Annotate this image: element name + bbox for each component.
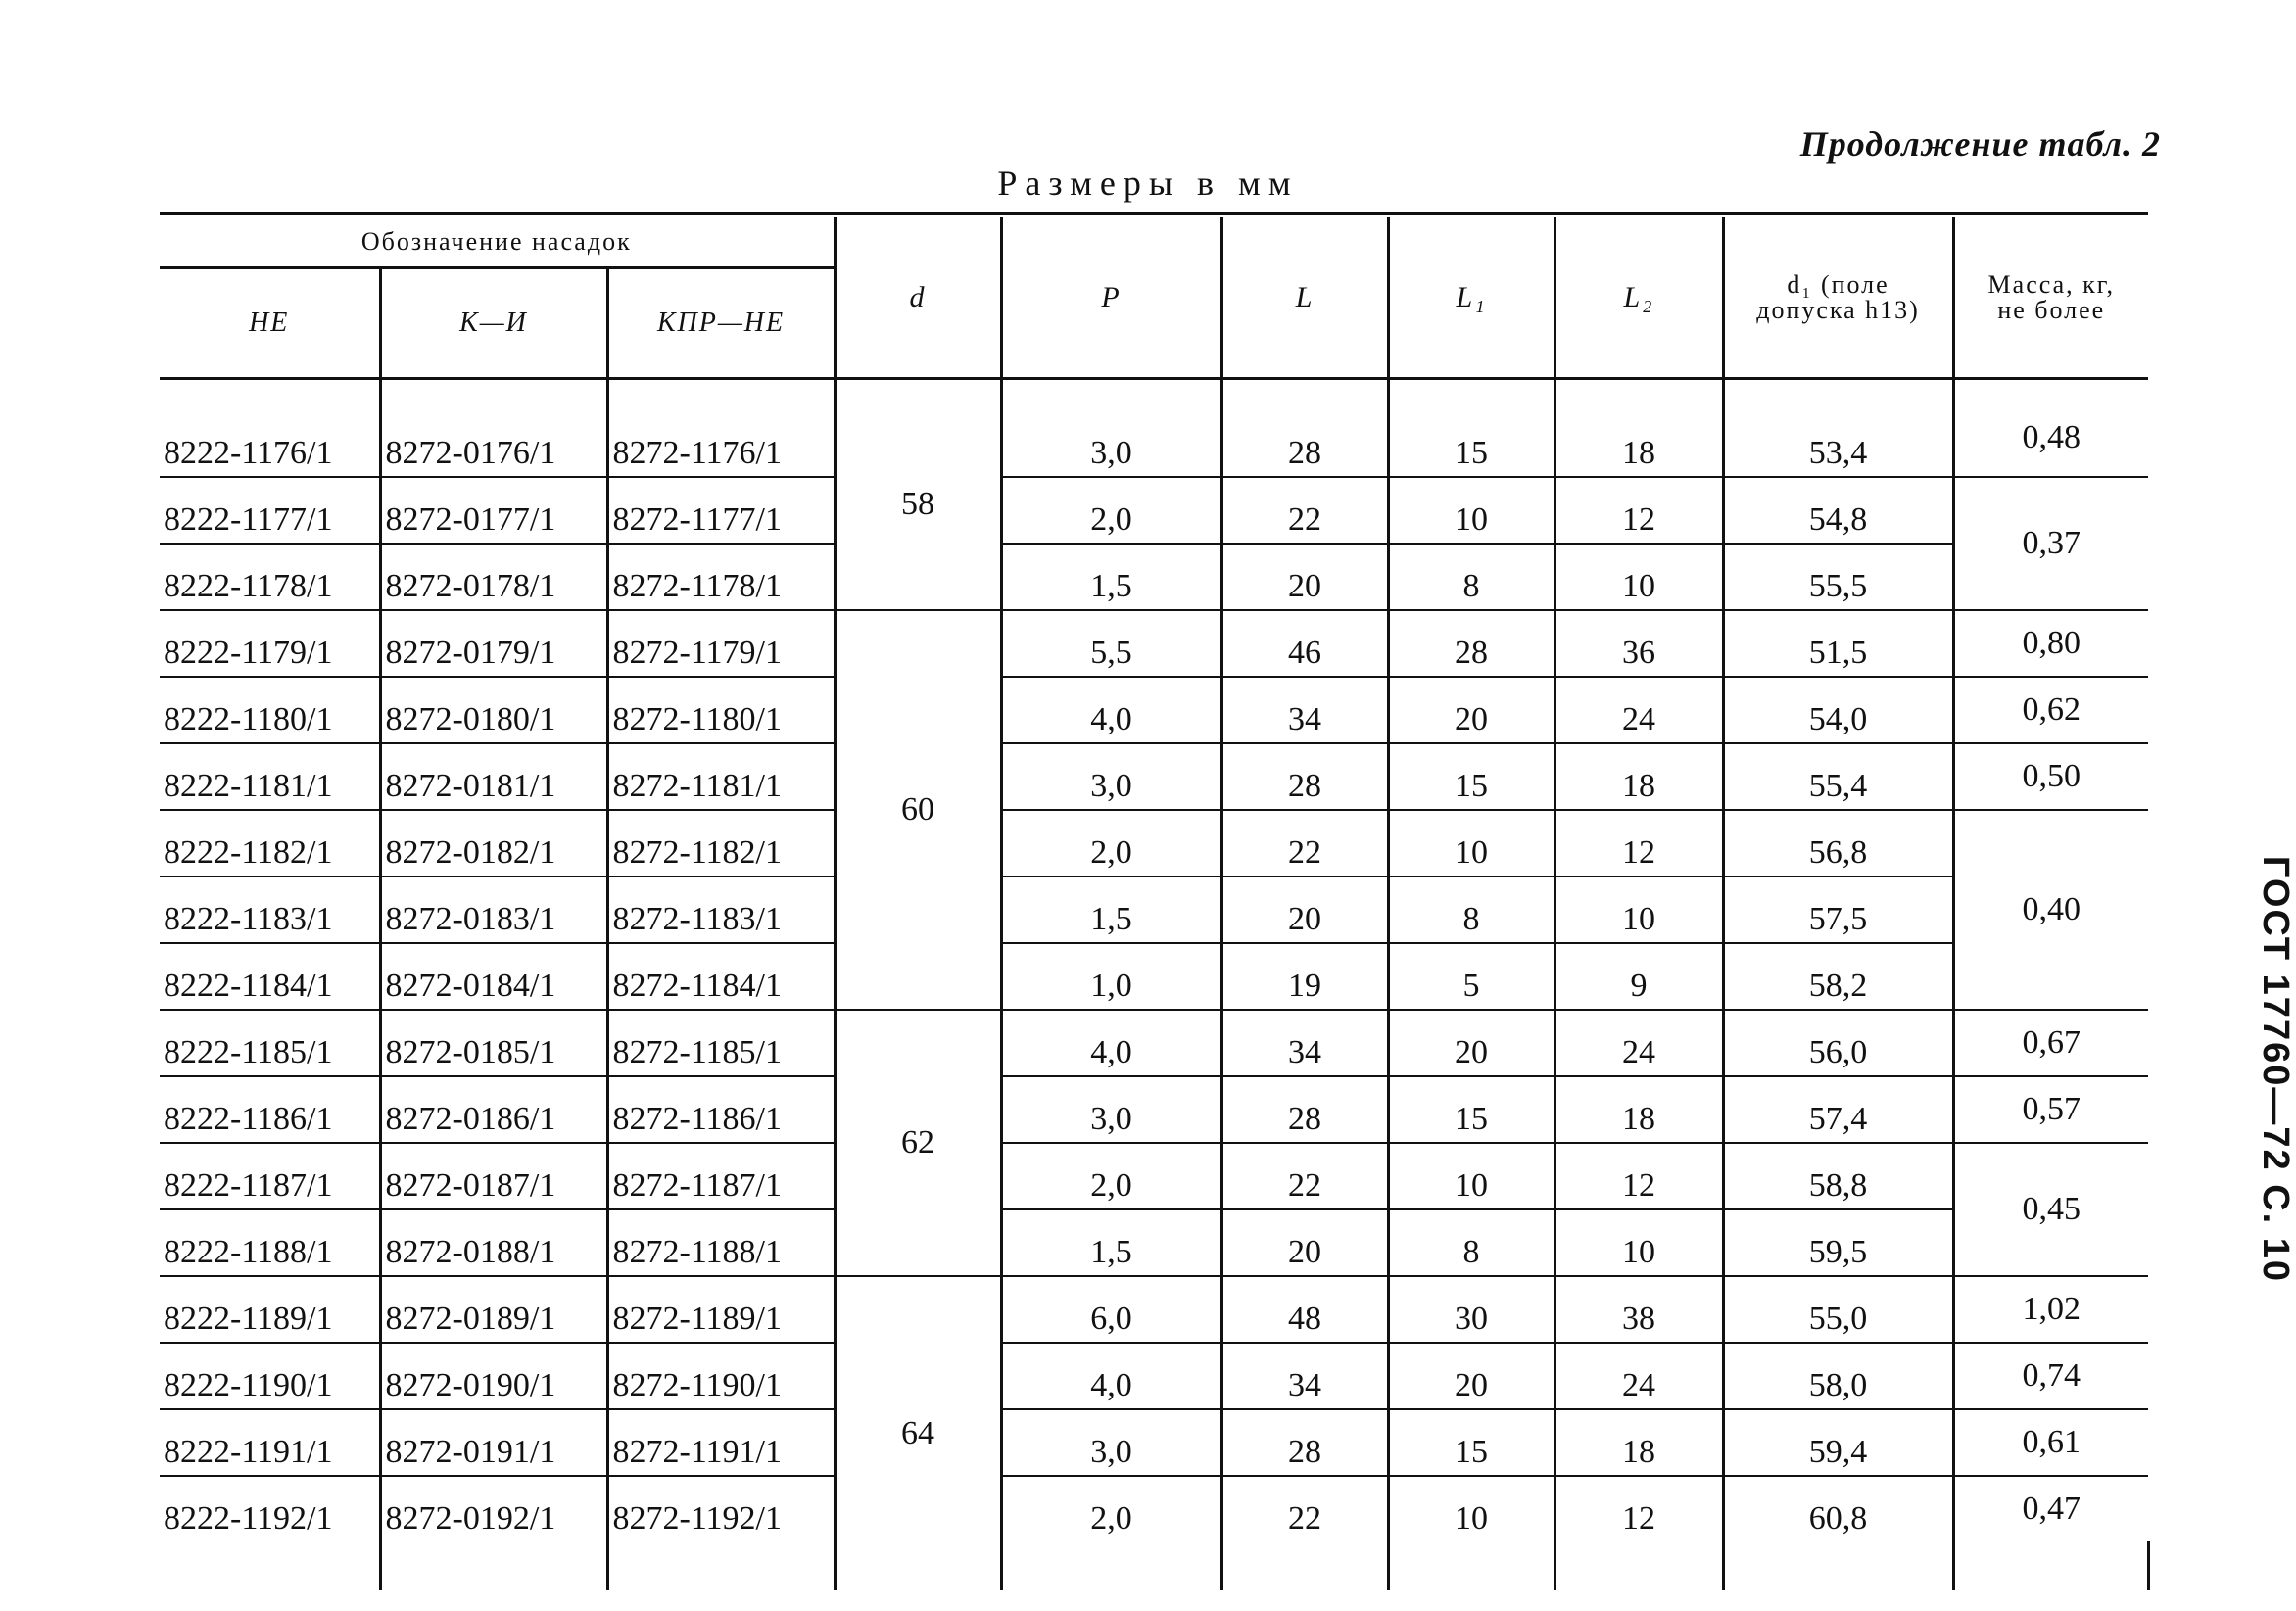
designation-ki: 8272-0185/1: [380, 1010, 607, 1076]
header-d1: d₁ (поле допуска h13): [1723, 217, 1953, 379]
page-reference: ГОСТ 17760—72 С. 10: [2255, 855, 2296, 1283]
l2-value: 24: [1555, 1010, 1723, 1076]
l-value: 20: [1221, 877, 1388, 943]
l2-value: 9: [1555, 943, 1723, 1010]
d-value: 60: [835, 610, 1001, 1010]
l1-value: 10: [1388, 810, 1555, 877]
designation-ki: 8272-0182/1: [380, 810, 607, 877]
table-row: [160, 1409, 2148, 1476]
designation-kprne: 8272-1185/1: [607, 1010, 835, 1076]
l2-value: 24: [1555, 677, 1723, 743]
designation-ki: 8272-0187/1: [380, 1143, 607, 1209]
designation-ne: 8222-1176/1: [160, 379, 380, 478]
l1-value: 10: [1388, 1143, 1555, 1209]
p-value: 2,0: [1001, 1143, 1221, 1209]
table-row: [160, 477, 2148, 544]
designation-ki: 8272-0191/1: [380, 1409, 607, 1476]
designation-kprne: 8272-1181/1: [607, 743, 835, 810]
d1-value: 57,4: [1723, 1076, 1953, 1143]
l-value: 46: [1221, 610, 1388, 677]
table-row: [160, 810, 2148, 877]
designation-ne: 8222-1180/1: [160, 677, 380, 743]
designation-ki: 8272-0190/1: [380, 1343, 607, 1409]
l1-value: 30: [1388, 1276, 1555, 1343]
l1-value: 10: [1388, 477, 1555, 544]
designation-ki: 8272-0181/1: [380, 743, 607, 810]
designation-ne: 8222-1177/1: [160, 477, 380, 544]
designation-ne: 8222-1186/1: [160, 1076, 380, 1143]
table-top-rule: [160, 212, 2148, 215]
designation-kprne: 8272-1184/1: [607, 943, 835, 1010]
p-value: 1,0: [1001, 943, 1221, 1010]
mass-value: 0,45: [1953, 1143, 2148, 1276]
l2-value: 10: [1555, 544, 1723, 610]
p-value: 3,0: [1001, 379, 1221, 478]
designation-ki: 8272-0177/1: [380, 477, 607, 544]
mass-value: 1,02: [1953, 1276, 2148, 1343]
l-value: 28: [1221, 379, 1388, 478]
l-value: 22: [1221, 1476, 1388, 1541]
header-l2: L₂: [1555, 217, 1723, 379]
p-value: 3,0: [1001, 743, 1221, 810]
d1-value: 58,2: [1723, 943, 1953, 1010]
l-value: 19: [1221, 943, 1388, 1010]
table-row: [160, 1010, 2148, 1076]
l1-value: 28: [1388, 610, 1555, 677]
designation-ne: 8222-1189/1: [160, 1276, 380, 1343]
l2-value: 12: [1555, 1476, 1723, 1541]
table-row: [160, 544, 2148, 610]
p-value: 3,0: [1001, 1409, 1221, 1476]
d1-value: 54,0: [1723, 677, 1953, 743]
l2-value: 18: [1555, 1409, 1723, 1476]
l1-value: 15: [1388, 379, 1555, 478]
l1-value: 15: [1388, 743, 1555, 810]
table-row: [160, 379, 2148, 478]
d1-value: 58,0: [1723, 1343, 1953, 1409]
table-row: [160, 1476, 2148, 1541]
table-row: [160, 677, 2148, 743]
designation-ne: 8222-1191/1: [160, 1409, 380, 1476]
p-value: 3,0: [1001, 1076, 1221, 1143]
d1-value: 57,5: [1723, 877, 1953, 943]
p-value: 1,5: [1001, 877, 1221, 943]
dimensions-table: [160, 217, 2148, 1590]
designation-kprne: 8272-1176/1: [607, 379, 835, 478]
mass-value: 0,67: [1953, 1010, 2148, 1076]
l2-value: 36: [1555, 610, 1723, 677]
l-value: 28: [1221, 1409, 1388, 1476]
d1-value: 59,4: [1723, 1409, 1953, 1476]
table-row: [160, 1343, 2148, 1409]
l-value: 28: [1221, 743, 1388, 810]
mass-value: 0,62: [1953, 677, 2148, 743]
l1-value: 15: [1388, 1409, 1555, 1476]
p-value: 2,0: [1001, 477, 1221, 544]
header-mass: Масса, кг, не более: [1953, 217, 2148, 379]
table-row: [160, 610, 2148, 677]
l1-value: 8: [1388, 544, 1555, 610]
l2-value: 24: [1555, 1343, 1723, 1409]
table-row: [160, 1076, 2148, 1143]
designation-ne: 8222-1181/1: [160, 743, 380, 810]
d1-value: 59,5: [1723, 1209, 1953, 1276]
p-value: 6,0: [1001, 1276, 1221, 1343]
l2-value: 12: [1555, 810, 1723, 877]
continuation-label: Продолжение табл. 2: [1799, 124, 2161, 164]
designation-ne: 8222-1182/1: [160, 810, 380, 877]
l-value: 34: [1221, 1343, 1388, 1409]
p-value: 4,0: [1001, 1343, 1221, 1409]
designation-ki: 8272-0188/1: [380, 1209, 607, 1276]
l-value: 20: [1221, 1209, 1388, 1276]
header-d: d: [835, 217, 1001, 379]
l1-value: 20: [1388, 677, 1555, 743]
mass-value: 0,57: [1953, 1076, 2148, 1143]
d1-value: 55,5: [1723, 544, 1953, 610]
l2-value: 18: [1555, 379, 1723, 478]
header-ne: НЕ: [160, 268, 380, 379]
designation-ne: 8222-1178/1: [160, 544, 380, 610]
designation-ne: 8222-1190/1: [160, 1343, 380, 1409]
d1-value: 58,8: [1723, 1143, 1953, 1209]
designation-ki: 8272-0176/1: [380, 379, 607, 478]
table-row: [160, 1276, 2148, 1343]
designation-kprne: 8272-1177/1: [607, 477, 835, 544]
d1-value: 56,0: [1723, 1010, 1953, 1076]
designation-kprne: 8272-1186/1: [607, 1076, 835, 1143]
designation-ne: 8222-1187/1: [160, 1143, 380, 1209]
l1-value: 10: [1388, 1476, 1555, 1541]
l2-value: 10: [1555, 1209, 1723, 1276]
p-value: 1,5: [1001, 1209, 1221, 1276]
p-value: 4,0: [1001, 677, 1221, 743]
header-group-designation: Обозначение насадок: [160, 217, 835, 268]
table-row: [160, 1209, 2148, 1276]
designation-ne: 8222-1185/1: [160, 1010, 380, 1076]
designation-kprne: 8272-1180/1: [607, 677, 835, 743]
l-value: 22: [1221, 477, 1388, 544]
table-row: [160, 943, 2148, 1010]
l2-value: 12: [1555, 1143, 1723, 1209]
d1-value: 60,8: [1723, 1476, 1953, 1541]
d-value: 62: [835, 1010, 1001, 1276]
l2-value: 38: [1555, 1276, 1723, 1343]
l1-value: 20: [1388, 1343, 1555, 1409]
l1-value: 8: [1388, 1209, 1555, 1276]
p-value: 2,0: [1001, 1476, 1221, 1541]
designation-ki: 8272-0179/1: [380, 610, 607, 677]
designation-ne: 8222-1179/1: [160, 610, 380, 677]
table-row: [160, 1143, 2148, 1209]
designation-ne: 8222-1183/1: [160, 877, 380, 943]
designation-ne: 8222-1184/1: [160, 943, 380, 1010]
designation-kprne: 8272-1187/1: [607, 1143, 835, 1209]
mass-value: 0,50: [1953, 743, 2148, 810]
designation-ki: 8272-0180/1: [380, 677, 607, 743]
designation-kprne: 8272-1192/1: [607, 1476, 835, 1541]
designation-kprne: 8272-1183/1: [607, 877, 835, 943]
designation-kprne: 8272-1178/1: [607, 544, 835, 610]
header-l: L: [1221, 217, 1388, 379]
l-value: 22: [1221, 810, 1388, 877]
designation-ki: 8272-0186/1: [380, 1076, 607, 1143]
mass-value: 0,74: [1953, 1343, 2148, 1409]
header-ki: К—И: [380, 268, 607, 379]
table-tail: [160, 1541, 2148, 1590]
l1-value: 20: [1388, 1010, 1555, 1076]
mass-value: 0,48: [1953, 379, 2148, 478]
p-value: 1,5: [1001, 544, 1221, 610]
d1-value: 55,0: [1723, 1276, 1953, 1343]
mass-value: 0,61: [1953, 1409, 2148, 1476]
d1-value: 56,8: [1723, 810, 1953, 877]
designation-kprne: 8272-1189/1: [607, 1276, 835, 1343]
l2-value: 18: [1555, 743, 1723, 810]
designation-kprne: 8272-1188/1: [607, 1209, 835, 1276]
mass-value: 0,40: [1953, 810, 2148, 1010]
l1-value: 5: [1388, 943, 1555, 1010]
d1-value: 51,5: [1723, 610, 1953, 677]
l-value: 22: [1221, 1143, 1388, 1209]
d1-value: 55,4: [1723, 743, 1953, 810]
designation-ki: 8272-0178/1: [380, 544, 607, 610]
d-value: 58: [835, 379, 1001, 611]
l-value: 28: [1221, 1076, 1388, 1143]
designation-ki: 8272-0189/1: [380, 1276, 607, 1343]
designation-ki: 8272-0184/1: [380, 943, 607, 1010]
l2-value: 10: [1555, 877, 1723, 943]
mass-value: 0,47: [1953, 1476, 2148, 1541]
l2-value: 12: [1555, 477, 1723, 544]
l1-value: 15: [1388, 1076, 1555, 1143]
designation-ki: 8272-0183/1: [380, 877, 607, 943]
mass-value: 0,37: [1953, 477, 2148, 610]
table-row: [160, 743, 2148, 810]
designation-kprne: 8272-1179/1: [607, 610, 835, 677]
designation-ne: 8222-1188/1: [160, 1209, 380, 1276]
l-value: 48: [1221, 1276, 1388, 1343]
l1-value: 8: [1388, 877, 1555, 943]
designation-ki: 8272-0192/1: [380, 1476, 607, 1541]
l-value: 34: [1221, 677, 1388, 743]
p-value: 4,0: [1001, 1010, 1221, 1076]
d1-value: 53,4: [1723, 379, 1953, 478]
d-value: 64: [835, 1276, 1001, 1590]
designation-kprne: 8272-1190/1: [607, 1343, 835, 1409]
header-l1: L₁: [1388, 217, 1555, 379]
header-p: P: [1001, 217, 1221, 379]
units-caption: Размеры в мм: [997, 164, 1299, 203]
header-kprne: КПР—НЕ: [607, 268, 835, 379]
designation-kprne: 8272-1191/1: [607, 1409, 835, 1476]
l-value: 20: [1221, 544, 1388, 610]
designation-kprne: 8272-1182/1: [607, 810, 835, 877]
l-value: 34: [1221, 1010, 1388, 1076]
p-value: 2,0: [1001, 810, 1221, 877]
l2-value: 18: [1555, 1076, 1723, 1143]
designation-ne: 8222-1192/1: [164, 1500, 333, 1537]
d1-value: 54,8: [1723, 477, 1953, 544]
table-row: [160, 877, 2148, 943]
mass-value: 0,80: [1953, 610, 2148, 677]
p-value: 5,5: [1001, 610, 1221, 677]
